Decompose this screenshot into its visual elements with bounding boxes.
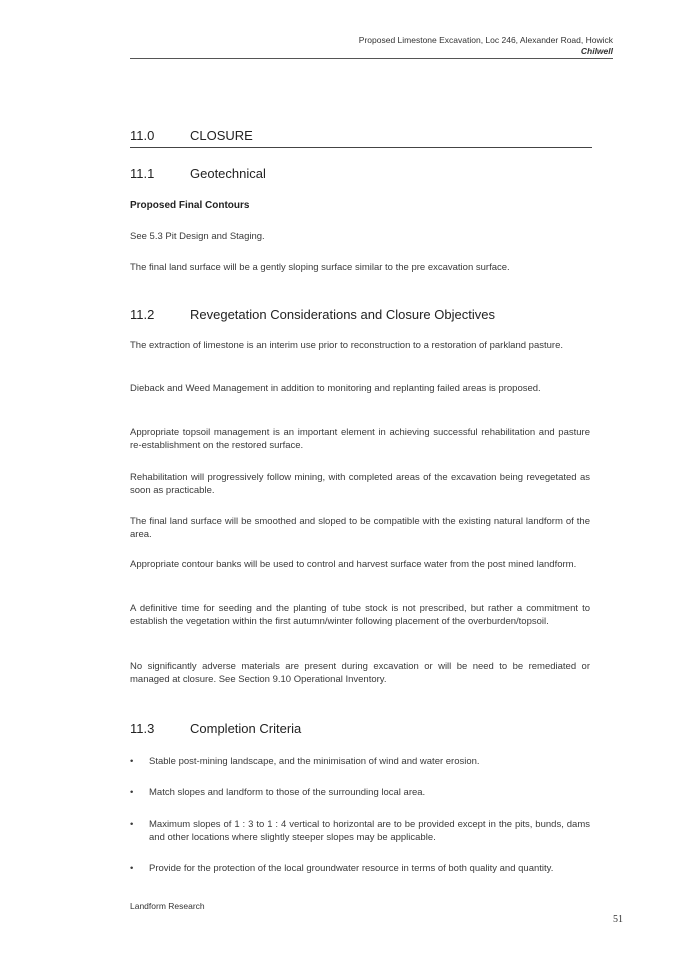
paragraph: Appropriate topsoil management is an important element in achieving successful rehabilitation and pasture re-establishment on the restored surface. — [130, 427, 590, 451]
subheading-final-contours: Proposed Final Contours — [130, 200, 250, 211]
paragraph: The extraction of limestone is an interim use prior to reconstruction to a restoration of parkland pasture. — [130, 340, 563, 351]
header-company-name: Chilwell — [580, 46, 613, 56]
section-number: 11.3 — [130, 721, 155, 736]
list-item-text: Stable post-mining landscape, and the minimisation of wind and water erosion. — [149, 756, 480, 767]
bullet-icon: • — [130, 863, 134, 874]
section-title: Revegetation Considerations and Closure Objectives — [190, 307, 495, 322]
paragraph: The final land surface will be a gently sloping surface similar to the pre excavation surface. — [130, 262, 510, 273]
header-project-title: Proposed Limestone Excavation, Loc 246, Alexander Road, Howick — [358, 35, 613, 45]
paragraph: The final land surface will be smoothed and sloped to be compatible with the existing natural landform of the area. — [130, 516, 590, 540]
bullet-icon: • — [130, 756, 134, 767]
header-divider — [130, 58, 613, 59]
list-item-text: Provide for the protection of the local groundwater resource in terms of both quality and quantity. — [149, 863, 554, 874]
bullet-icon: • — [130, 787, 134, 798]
footer-company: Landform Research — [130, 901, 205, 911]
paragraph: See 5.3 Pit Design and Staging. — [130, 231, 265, 242]
section-heading-geotechnical — [130, 166, 266, 181]
bullet-icon: • — [130, 819, 134, 830]
section-title: CLOSURE — [190, 128, 253, 143]
section-number: 11.2 — [130, 307, 155, 322]
section-number: 11.1 — [130, 166, 155, 181]
list-item — [130, 863, 590, 876]
section-title: Geotechnical — [190, 166, 266, 181]
paragraph: A definitive time for seeding and the planting of tube stock is not prescribed, but rather a commitment to establish the vegetation within the first autumn/winter following placement of the overburden/topsoil. — [130, 603, 590, 627]
section-number: 11.0 — [130, 128, 155, 143]
list-item-text: Maximum slopes of 1 : 3 to 1 : 4 vertical to horizontal are to be provided except in the pits, bunds, dams and other locations where slightly steeper slopes may be applicable. — [149, 819, 590, 843]
section-heading-revegetation — [130, 307, 495, 322]
list-item — [130, 819, 590, 844]
section-heading-completion — [130, 721, 301, 736]
paragraph: Appropriate contour banks will be used to control and harvest surface water from the post mined landform. — [130, 559, 577, 570]
section-title: Completion Criteria — [190, 721, 302, 736]
paragraph: Rehabilitation will progressively follow mining, with completed areas of the excavation being revegetated as soon as practicable. — [130, 472, 590, 496]
paragraph: Dieback and Weed Management in addition to monitoring and replanting failed areas is proposed. — [130, 383, 541, 394]
section-heading-closure — [130, 128, 592, 148]
paragraph: No significantly adverse materials are present during excavation or will be need to be remediated or managed at closure. See Section 9.10 Operational Inventory. — [130, 661, 590, 685]
list-item-text: Match slopes and landform to those of the surrounding local area. — [149, 787, 426, 798]
list-item — [130, 756, 590, 769]
page-number: 51 — [613, 914, 623, 925]
list-item — [130, 787, 590, 800]
